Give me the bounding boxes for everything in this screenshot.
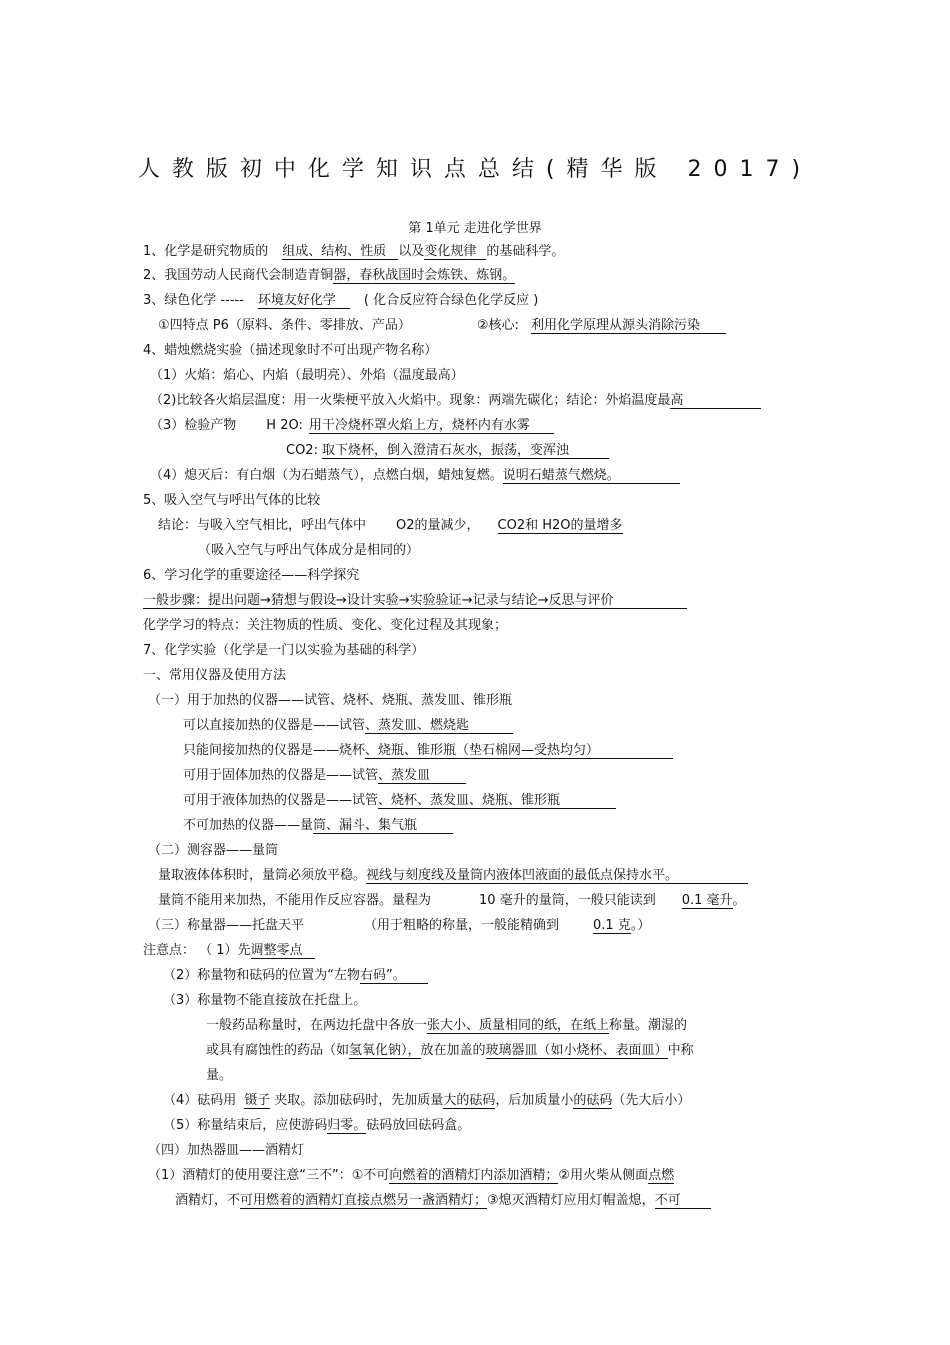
text: （用于粗略的称量，一般能精确到: [364, 918, 560, 933]
line-4-3b: [286, 443, 609, 459]
underline: [613, 594, 687, 609]
underline: [599, 744, 673, 759]
line-6-features: 化学学习的特点：关注物质的性质、变化、变化过程及其现象；: [143, 618, 508, 633]
blank-answer: 右码”。: [360, 968, 406, 983]
blank-answer: 、蒸发皿: [378, 768, 431, 783]
blank-answer: 可用燃着的酒精灯直接点燃另一盏酒精灯；: [240, 1193, 488, 1208]
cylinder-range: [158, 893, 746, 909]
text: （5）称量结束后，应使游码: [163, 1118, 328, 1133]
blank-answer: 归零。: [327, 1118, 367, 1133]
text: 注意点： （ 1）先: [143, 943, 251, 958]
blank-answer: 视线与刻度线及量筒内液体凹液面的最低点保持水平。: [366, 868, 679, 883]
text: ，在纸上: [557, 1018, 610, 1033]
text: 以及: [398, 244, 425, 259]
underline: [386, 245, 398, 260]
blank-answer: 、蒸发皿、燃烧匙: [365, 718, 470, 733]
text: 可用于液体加热的仪器是——试管: [183, 793, 379, 808]
no-heat: [183, 818, 453, 834]
text: 结论：与吸入空气相比，呼出气体中: [158, 518, 367, 533]
blank-answer: 高: [670, 393, 684, 408]
text: （三）称量器——托盘天平: [148, 918, 305, 933]
blank-answer: 器，春秋战国时会炼铁、炼钢。: [333, 268, 516, 283]
heat-solid: [183, 768, 466, 784]
underline: [560, 794, 616, 809]
text: 量筒不能用来加热，不能用作反应容器。量程为: [158, 893, 432, 908]
text: （先大后小）: [612, 1093, 691, 1108]
blank-answer: 张大小、质量相同的纸: [427, 1018, 558, 1033]
text: 称量。潮湿的: [609, 1018, 688, 1033]
line-3: [143, 293, 538, 309]
line-6: 6、学习化学的重要途径——科学探究: [143, 568, 360, 583]
blank-answer: 利用化学原理从源头消除污染: [530, 318, 700, 333]
underline: [336, 294, 350, 309]
line-3-sub: [158, 318, 726, 334]
text: CO2:: [286, 443, 318, 458]
text: （1）酒精灯的使用要注意“三不”：①不可: [148, 1168, 390, 1183]
text: （4）熄灭后：有白烟（为石蜡蒸气），点燃白烟，蜡烛复燃。: [150, 468, 503, 483]
text: 放在加盖的: [420, 1043, 486, 1058]
blank-answer: 组成、结构、性质: [282, 244, 387, 259]
underline: [681, 1194, 711, 1209]
text: 夹取。添加砝码时，先加质量: [274, 1093, 444, 1108]
underline: [476, 245, 486, 260]
underline: [417, 819, 453, 834]
blank-answer: 0.1 克: [593, 918, 631, 933]
heat-liquid: [183, 793, 616, 809]
text: 砝码放回砝码盒。: [366, 1118, 471, 1133]
note-4: [163, 1093, 690, 1109]
line-5: 5、吸入空气与呼出气体的比较: [143, 493, 321, 508]
text: ③熄灭酒精灯应用灯帽盖熄，: [487, 1193, 655, 1208]
blank-answer: 玻璃器皿（如小烧杯、表面皿）: [485, 1043, 668, 1058]
blank-answer: 不可: [654, 1193, 681, 1208]
text: 一般步骤：提出问题→猜想与假设→设计实验→实验验证→记录与结论→反思与评价: [143, 593, 614, 608]
note-3: （3）称量物不能直接放在托盘上。: [163, 993, 367, 1008]
section-one: 一、常用仪器及使用方法: [143, 668, 287, 683]
lamp-rule-b: [175, 1193, 711, 1209]
blank-answer: 的砝码: [573, 1093, 613, 1108]
underline: [303, 944, 315, 959]
blank-answer: 筒、漏斗、集气瓶: [313, 818, 418, 833]
blank-answer: 、烧杯、蒸发皿、烧瓶、锥形瓶: [378, 793, 561, 808]
note-5: [163, 1118, 470, 1134]
blank-answer: 向燃着的酒精灯内添加酒精；: [389, 1168, 559, 1183]
underline: [430, 769, 466, 784]
blank-answer: 变化规律: [424, 244, 477, 259]
blank-answer: 调整零点: [250, 943, 303, 958]
note-3-text-b: [206, 1043, 694, 1059]
cylinder-read: [158, 868, 748, 884]
text: 只能间接加热的仪器是——烧杯: [183, 743, 366, 758]
note-3-text-c: 量。: [206, 1068, 233, 1083]
text: ( 化合反应符合绿色化学反应 ): [363, 293, 539, 308]
underline: [406, 969, 428, 984]
line-4: 4、蜡烛燃烧实验（描述现象时不可出现产物名称）: [143, 343, 438, 358]
text: （2)比较各火焰层温度：用一火柴梗平放入火焰中。现象：两端先碳化；结论：外焰温度最: [150, 393, 671, 408]
heat-direct: [183, 718, 513, 734]
section-one-a: （一）用于加热的仪器——试管、烧杯、烧瓶、蒸发皿、锥形瓶: [148, 693, 513, 708]
text: （4）砝码用: [163, 1093, 237, 1108]
unit-heading: 第 1单元 走进化学世界: [408, 221, 542, 236]
blank-answer: 0.1 毫升: [681, 893, 733, 908]
text: 。: [732, 893, 746, 908]
text: 中称: [667, 1043, 694, 1058]
blank-answer: 说明石蜡蒸气燃烧。: [502, 468, 620, 483]
note-2: [163, 968, 428, 984]
blank-answer: 用干冷烧杯罩火焰上方，烧杯内有水雾: [308, 418, 530, 433]
blank-answer: 环境友好化学: [257, 293, 336, 308]
text: 酒精灯，不: [175, 1193, 241, 1208]
underline: [620, 469, 680, 484]
blank-answer: 氢氧化钠），: [349, 1043, 421, 1058]
text: ②核心:: [476, 318, 519, 333]
text: （3）检验产物: [150, 418, 237, 433]
blank-answer: 镊子: [244, 1093, 271, 1108]
blank-answer: 点燃: [648, 1168, 675, 1183]
blank-answer: 取下烧杯，倒入澄清石灰水，振荡，变浑浊: [321, 443, 569, 458]
line-4-2: [150, 393, 761, 409]
text: 。）: [630, 918, 651, 933]
note-3-text-a: [206, 1018, 687, 1034]
line-6-steps: [143, 593, 687, 609]
section-one-b: （二）测容器——量筒: [148, 843, 279, 858]
line-2: [143, 268, 515, 284]
text: 不可加热的仪器——量: [183, 818, 314, 833]
heat-indirect: [183, 743, 673, 759]
document-title: 人教版初中化学知识点总结(精华版 2017): [137, 157, 813, 182]
blank-answer: CO2和 H2O的量增多: [497, 518, 623, 533]
blank-answer: 大的砝码: [443, 1093, 496, 1108]
section-one-c: [148, 918, 650, 934]
lamp-rule-a: [148, 1168, 674, 1184]
text: 1、化学是研究物质的: [143, 244, 269, 259]
line-4-4: [150, 468, 680, 484]
text: 2、我国劳动人民商代会制造青铜: [143, 268, 334, 283]
line-1: [143, 244, 564, 260]
text: 量取液体体积时，量筒必须放平稳。: [158, 868, 367, 883]
underline: [469, 719, 513, 734]
text: 10 毫升的量筒，一般只能读到: [479, 893, 656, 908]
text: ②用火柴从侧面: [558, 1168, 649, 1183]
line-7: 7、化学实验（化学是一门以实验为基础的科学）: [143, 643, 425, 658]
line-5-conclusion: [158, 518, 623, 534]
section-one-d: （四）加热器皿——酒精灯: [148, 1143, 305, 1158]
underline: [678, 869, 748, 884]
text: H 2O:: [266, 418, 303, 433]
underline: [683, 394, 761, 409]
line-4-1: （1）火焰：焰心、内焰（最明亮）、外焰（温度最高）: [150, 368, 464, 383]
text: O2的量减少，: [396, 518, 480, 533]
underline: [569, 444, 609, 459]
underline: [530, 419, 554, 434]
text: （2）称量物和砝码的位置为“左物: [163, 968, 361, 983]
line-4-3: [150, 418, 554, 434]
text: 可以直接加热的仪器是——试管: [183, 718, 366, 733]
text: 的基础科学。: [486, 244, 565, 259]
blank-answer: 、烧瓶、锥形瓶（垫石棉网—受热均匀）: [365, 743, 600, 758]
text: 可用于固体加热的仪器是——试管: [183, 768, 379, 783]
underline: [700, 319, 726, 334]
text: ，后加质量小: [495, 1093, 574, 1108]
text: 一般药品称量时，在两边托盘中各放一: [206, 1018, 428, 1033]
text: 3、绿色化学 -----: [143, 293, 244, 308]
text: ①四特点 P6（原料、条件、零排放、产品）: [158, 318, 411, 333]
note-1: [143, 943, 315, 959]
line-5-note: （吸入空气与呼出气体成分是相同的）: [198, 543, 420, 558]
text: 或具有腐蚀性的药品（如: [206, 1043, 350, 1058]
